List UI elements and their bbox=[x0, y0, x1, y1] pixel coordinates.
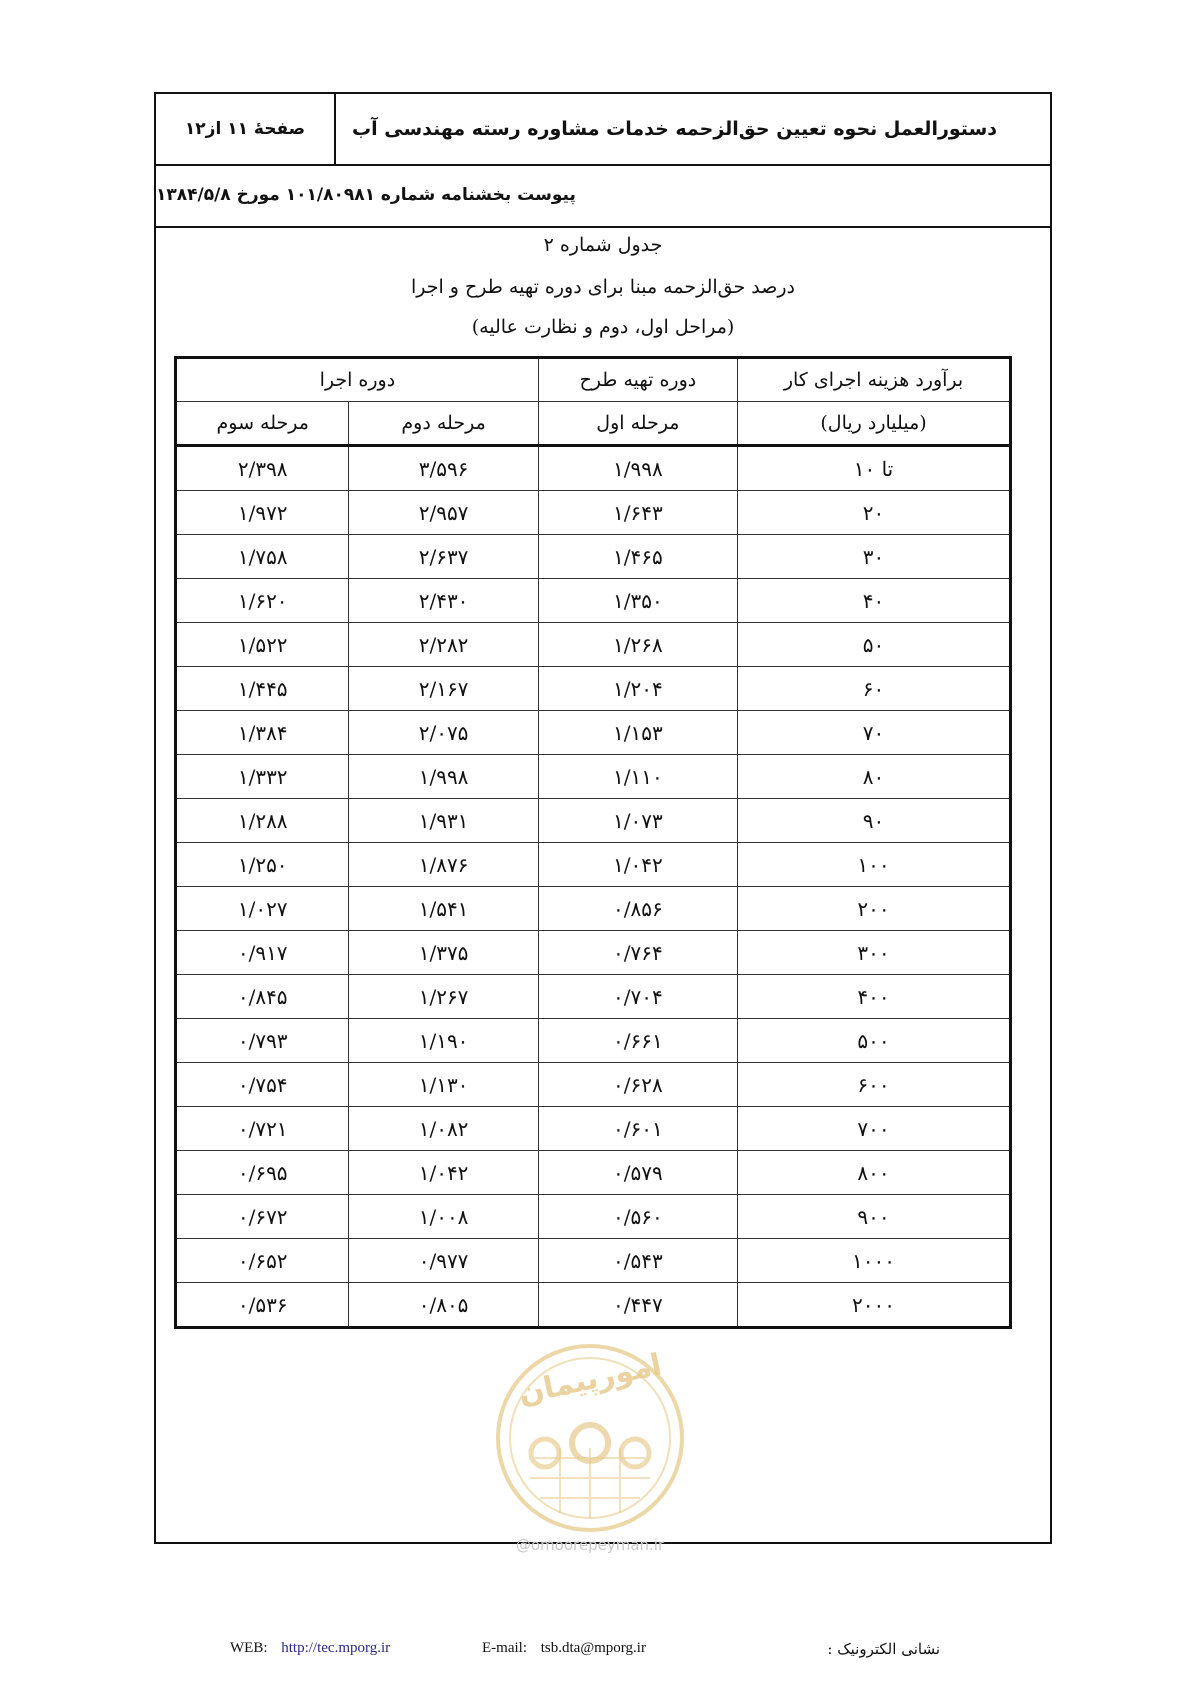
stage2-cell: ۲/۶۳۷ bbox=[349, 535, 538, 579]
stage2-cell: ۱/۱۳۰ bbox=[349, 1063, 538, 1107]
watermark-url: @omoorepeyman.ir bbox=[515, 1536, 665, 1554]
cost-cell: ۵۰ bbox=[738, 623, 1011, 667]
cost-cell: ۲۰ bbox=[738, 491, 1011, 535]
table-row bbox=[176, 1151, 1011, 1195]
cost-cell: ۲۰۰ bbox=[738, 887, 1011, 931]
cost-cell: ۹۰ bbox=[738, 799, 1011, 843]
stage2-cell: ۱/۰۸۲ bbox=[349, 1107, 538, 1151]
stage3-cell: ۰/۶۷۲ bbox=[176, 1195, 349, 1239]
stage1-header: مرحله اول bbox=[538, 402, 737, 446]
stage2-cell: ۱/۸۷۶ bbox=[349, 843, 538, 887]
page-number-box: صفحهٔ ۱۱ از۱۲ bbox=[156, 94, 336, 164]
stage3-cell: ۱/۴۴۵ bbox=[176, 667, 349, 711]
header-row bbox=[156, 94, 1050, 166]
stage1-cell: ۰/۶۶۱ bbox=[538, 1019, 737, 1063]
cost-header-line2: (میلیارد ریال) bbox=[738, 402, 1011, 446]
stage1-cell: ۰/۴۴۷ bbox=[538, 1283, 737, 1328]
stage3-cell: ۰/۶۵۲ bbox=[176, 1239, 349, 1283]
stage2-cell: ۲/۴۳۰ bbox=[349, 579, 538, 623]
stage1-cell: ۱/۶۴۳ bbox=[538, 491, 737, 535]
stage1-cell: ۱/۰۴۲ bbox=[538, 843, 737, 887]
stage1-cell: ۰/۵۶۰ bbox=[538, 1195, 737, 1239]
footer-address-label: نشانی الکترونیک : bbox=[827, 1640, 940, 1658]
stage2-cell: ۱/۹۹۸ bbox=[349, 755, 538, 799]
stage2-cell: ۱/۰۰۸ bbox=[349, 1195, 538, 1239]
stage3-cell: ۱/۶۲۰ bbox=[176, 579, 349, 623]
stage3-cell: ۰/۷۲۱ bbox=[176, 1107, 349, 1151]
footer-email-label: E-mail: bbox=[482, 1640, 527, 1656]
stage2-cell: ۱/۱۹۰ bbox=[349, 1019, 538, 1063]
cost-header-line1: برآورد هزینه اجرای کار bbox=[738, 358, 1011, 402]
stage1-cell: ۰/۶۰۱ bbox=[538, 1107, 737, 1151]
stage2-header: مرحله دوم bbox=[349, 402, 538, 446]
cost-cell: ۳۰ bbox=[738, 535, 1011, 579]
cost-cell: ۱۰۰ bbox=[738, 843, 1011, 887]
stage1-cell: ۱/۱۱۰ bbox=[538, 755, 737, 799]
table-row bbox=[176, 975, 1011, 1019]
stage1-cell: ۱/۲۶۸ bbox=[538, 623, 737, 667]
stage1-cell: ۰/۵۴۳ bbox=[538, 1239, 737, 1283]
table-row bbox=[176, 1283, 1011, 1328]
stage3-cell: ۱/۹۷۲ bbox=[176, 491, 349, 535]
stage2-cell: ۱/۲۶۷ bbox=[349, 975, 538, 1019]
stage3-cell: ۰/۵۳۶ bbox=[176, 1283, 349, 1328]
table-row bbox=[176, 799, 1011, 843]
cost-cell: ۸۰ bbox=[738, 755, 1011, 799]
stage3-header: مرحله سوم bbox=[176, 402, 349, 446]
table-subtitle: (مراحل اول، دوم و نظارت عالیه) bbox=[471, 316, 735, 338]
table-row bbox=[176, 446, 1011, 491]
stage2-cell: ۱/۹۳۱ bbox=[349, 799, 538, 843]
footer-email bbox=[482, 1640, 646, 1657]
document-frame bbox=[154, 92, 1052, 1544]
stage1-cell: ۱/۹۹۸ bbox=[538, 446, 737, 491]
cost-cell: ۵۰۰ bbox=[738, 1019, 1011, 1063]
cost-cell: ۷۰۰ bbox=[738, 1107, 1011, 1151]
table-row bbox=[176, 755, 1011, 799]
stage2-cell: ۲/۹۵۷ bbox=[349, 491, 538, 535]
stage3-cell: ۰/۹۱۷ bbox=[176, 931, 349, 975]
seal-text: امورپیمان bbox=[515, 1347, 665, 1412]
cost-cell: ۲۰۰۰ bbox=[738, 1283, 1011, 1328]
table-row bbox=[176, 623, 1011, 667]
cost-cell: ۴۰ bbox=[738, 579, 1011, 623]
stage1-cell: ۱/۲۰۴ bbox=[538, 667, 737, 711]
table-row bbox=[176, 711, 1011, 755]
cost-cell: ۹۰۰ bbox=[738, 1195, 1011, 1239]
footer-web-label: WEB: bbox=[230, 1640, 268, 1656]
footer-web-link[interactable]: http://tec.mporg.ir bbox=[281, 1640, 391, 1656]
footer-web bbox=[230, 1640, 390, 1657]
stage1-cell: ۱/۰۷۳ bbox=[538, 799, 737, 843]
table-row bbox=[176, 1239, 1011, 1283]
table-row bbox=[176, 931, 1011, 975]
stage1-cell: ۱/۳۵۰ bbox=[538, 579, 737, 623]
stage2-cell: ۲/۱۶۷ bbox=[349, 667, 538, 711]
table-number: جدول شماره ۲ bbox=[543, 234, 663, 256]
stage1-cell: ۰/۶۲۸ bbox=[538, 1063, 737, 1107]
stage1-cell: ۰/۵۷۹ bbox=[538, 1151, 737, 1195]
table-row bbox=[176, 1195, 1011, 1239]
cost-cell: ۶۰ bbox=[738, 667, 1011, 711]
stage3-cell: ۱/۲۸۸ bbox=[176, 799, 349, 843]
circular-reference: پیوست بخشنامه شماره ۱۰۱/۸۰۹۸۱ مورخ ۱۳۸۴/۵/۸ bbox=[156, 164, 1050, 228]
stage2-cell: ۲/۰۷۵ bbox=[349, 711, 538, 755]
table-row bbox=[176, 535, 1011, 579]
stage3-cell: ۰/۶۹۵ bbox=[176, 1151, 349, 1195]
stage3-cell: ۰/۷۵۴ bbox=[176, 1063, 349, 1107]
stage3-cell: ۱/۰۲۷ bbox=[176, 887, 349, 931]
cost-cell: ۶۰۰ bbox=[738, 1063, 1011, 1107]
stage2-cell: ۱/۳۷۵ bbox=[349, 931, 538, 975]
stage1-cell: ۱/۴۶۵ bbox=[538, 535, 737, 579]
stage3-cell: ۲/۳۹۸ bbox=[176, 446, 349, 491]
table-row bbox=[176, 1107, 1011, 1151]
stage3-cell: ۱/۵۲۲ bbox=[176, 623, 349, 667]
table-row bbox=[176, 579, 1011, 623]
fee-percentage-table bbox=[174, 356, 1012, 1329]
cost-cell: ۴۰۰ bbox=[738, 975, 1011, 1019]
design-period-header: دوره تهیه طرح bbox=[538, 358, 737, 402]
stage1-cell: ۰/۷۶۴ bbox=[538, 931, 737, 975]
stage2-cell: ۲/۲۸۲ bbox=[349, 623, 538, 667]
table-title: درصد حق‌الزحمه مبنا برای دوره تهیه طرح و اجرا bbox=[410, 276, 796, 298]
table-row bbox=[176, 1019, 1011, 1063]
cost-cell: ۷۰ bbox=[738, 711, 1011, 755]
table-row bbox=[176, 1063, 1011, 1107]
cost-cell: ۳۰۰ bbox=[738, 931, 1011, 975]
stage3-cell: ۱/۲۵۰ bbox=[176, 843, 349, 887]
cost-cell: ۱۰۰۰ bbox=[738, 1239, 1011, 1283]
stage1-cell: ۰/۷۰۴ bbox=[538, 975, 737, 1019]
table-row bbox=[176, 491, 1011, 535]
stage1-cell: ۱/۱۵۳ bbox=[538, 711, 737, 755]
stage1-cell: ۰/۸۵۶ bbox=[538, 887, 737, 931]
stage2-cell: ۰/۹۷۷ bbox=[349, 1239, 538, 1283]
table-row bbox=[176, 843, 1011, 887]
footer-email-address[interactable]: tsb.dta@mporg.ir bbox=[540, 1640, 646, 1656]
document-title: دستورالعمل نحوه تعیین حق‌الزحمه خدمات مشاوره رسته مهندسی آب bbox=[352, 118, 997, 140]
stage2-cell: ۳/۵۹۶ bbox=[349, 446, 538, 491]
stage2-cell: ۱/۵۴۱ bbox=[349, 887, 538, 931]
stage3-cell: ۱/۷۵۸ bbox=[176, 535, 349, 579]
cost-cell: تا ۱۰ bbox=[738, 446, 1011, 491]
cost-cell: ۸۰۰ bbox=[738, 1151, 1011, 1195]
stage3-cell: ۰/۷۹۳ bbox=[176, 1019, 349, 1063]
stage3-cell: ۱/۳۸۴ bbox=[176, 711, 349, 755]
table-row bbox=[176, 667, 1011, 711]
execution-period-header: دوره اجرا bbox=[176, 358, 539, 402]
stage3-cell: ۰/۸۴۵ bbox=[176, 975, 349, 1019]
stage2-cell: ۱/۰۴۲ bbox=[349, 1151, 538, 1195]
stage3-cell: ۱/۳۳۲ bbox=[176, 755, 349, 799]
stage2-cell: ۰/۸۰۵ bbox=[349, 1283, 538, 1328]
table-row bbox=[176, 887, 1011, 931]
